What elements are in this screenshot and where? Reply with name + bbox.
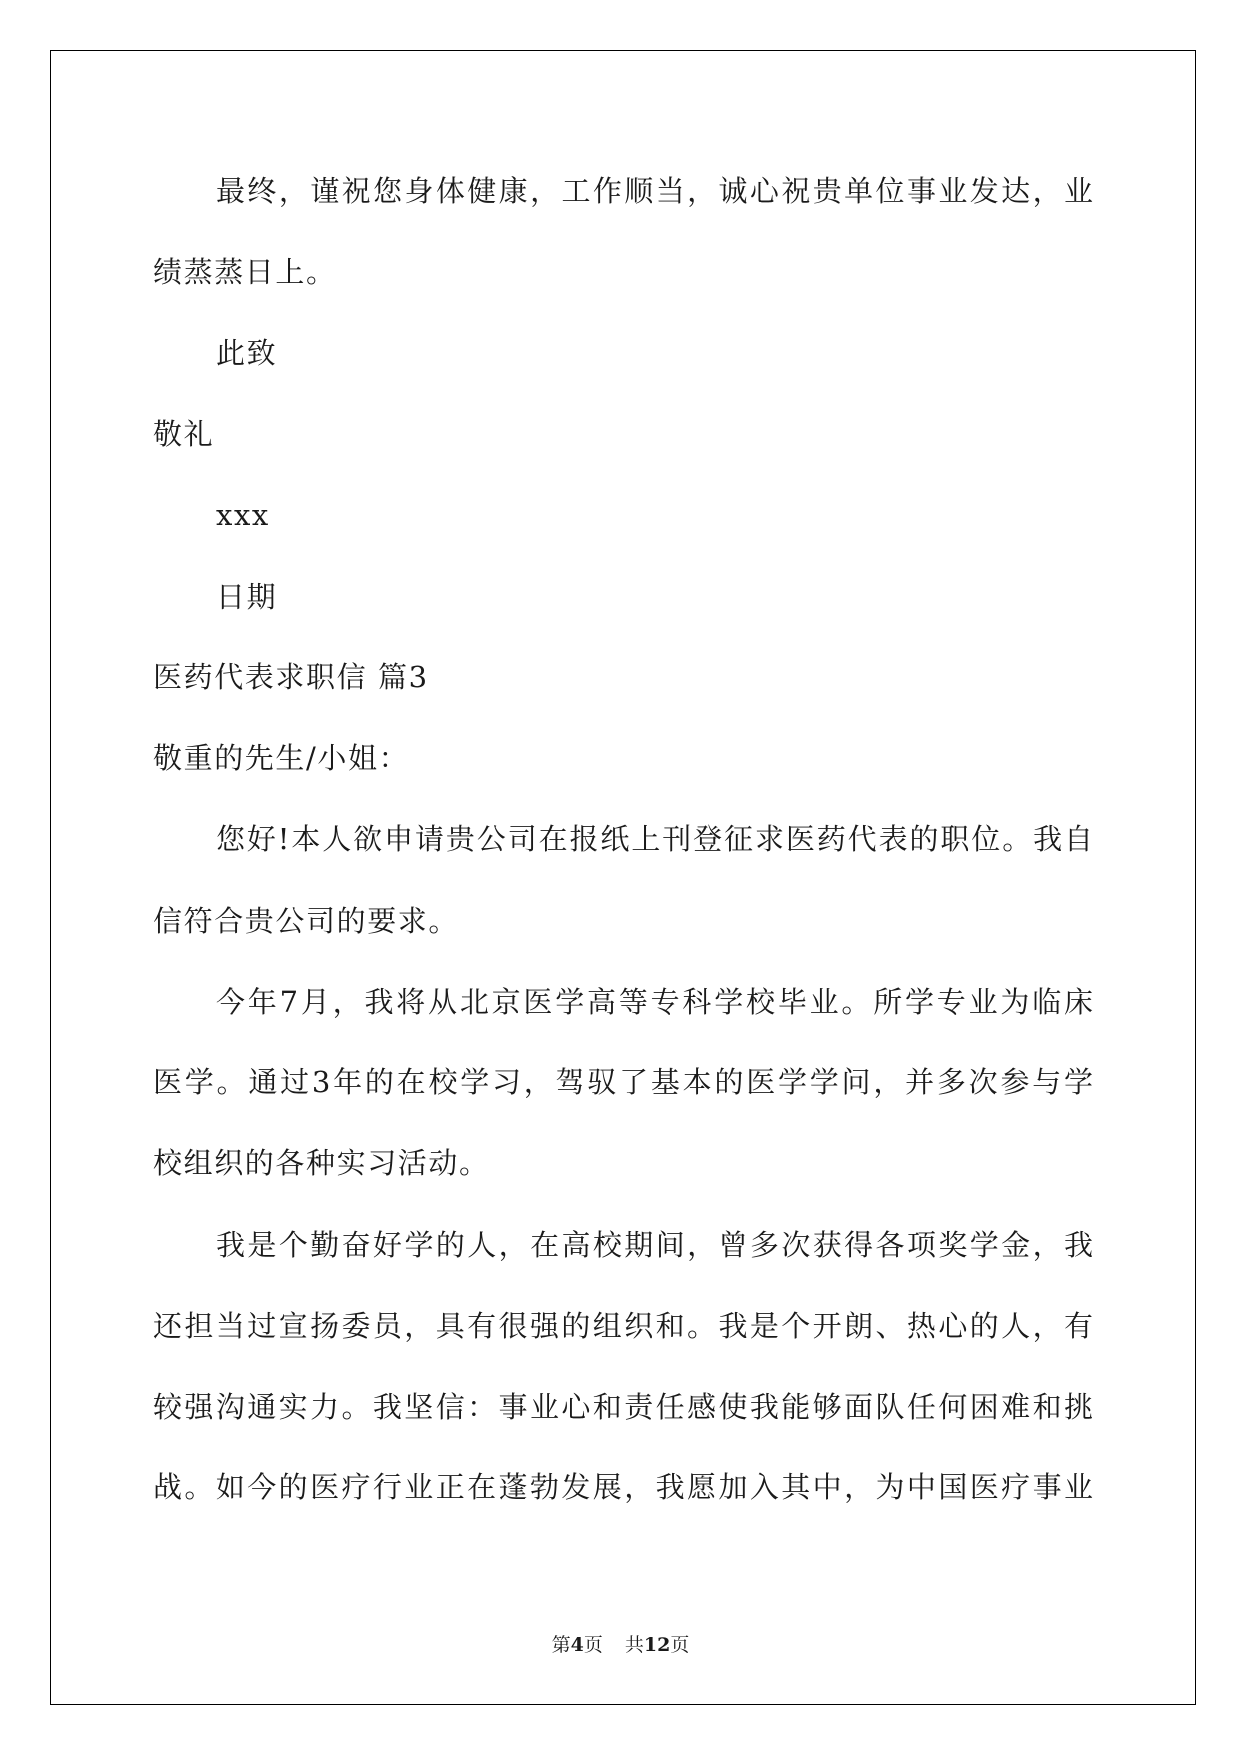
text-line: 最终，谨祝您身体健康，工作顺当，诚心祝贵单位事业发达，业	[216, 174, 1093, 208]
text-line: 敬礼	[153, 417, 215, 451]
footer-total-suffix: 页	[670, 1634, 690, 1656]
text-line: 战。如今的医疗行业正在蓬勃发展，我愿加入其中，为中国医疗事业	[153, 1470, 1093, 1504]
text-line: 较强沟通实力。我坚信：事业心和责任感使我能够面队任何困难和挑	[153, 1390, 1093, 1424]
page-footer	[0, 1630, 1241, 1660]
footer-total-prefix: 共	[624, 1634, 644, 1656]
text-line: 信符合贵公司的要求。	[153, 904, 460, 938]
footer-prefix: 第	[551, 1634, 571, 1656]
text-line: 今年7月，我将从北京医学高等专科学校毕业。所学专业为临床	[216, 985, 1093, 1019]
text-line: 我是个勤奋好学的人，在高校期间，曾多次获得各项奖学金，我	[216, 1228, 1093, 1262]
footer-page-number: 4	[570, 1634, 584, 1656]
text-line: 此致	[216, 336, 278, 370]
text-line: 医学。通过3年的在校学习，驾驭了基本的医学学问，并多次参与学	[153, 1065, 1093, 1099]
text-line: 绩蒸蒸日上。	[153, 255, 337, 289]
text-line: 您好!本人欲申请贵公司在报纸上刊登征求医药代表的职位。我自	[216, 822, 1093, 856]
text-line: 还担当过宣扬委员，具有很强的组织和。我是个开朗、热心的人，有	[153, 1309, 1093, 1343]
footer-total-pages: 12	[643, 1634, 671, 1656]
text-line: 校组织的各种实习活动。	[153, 1146, 490, 1180]
section-heading: 医药代表求职信 篇3	[153, 660, 429, 694]
footer-page-suffix: 页	[583, 1634, 603, 1656]
text-line: xxx	[216, 498, 270, 532]
salutation: 敬重的先生/小姐：	[153, 741, 410, 775]
page-border	[50, 50, 1196, 1705]
text-line: 日期	[216, 580, 278, 614]
